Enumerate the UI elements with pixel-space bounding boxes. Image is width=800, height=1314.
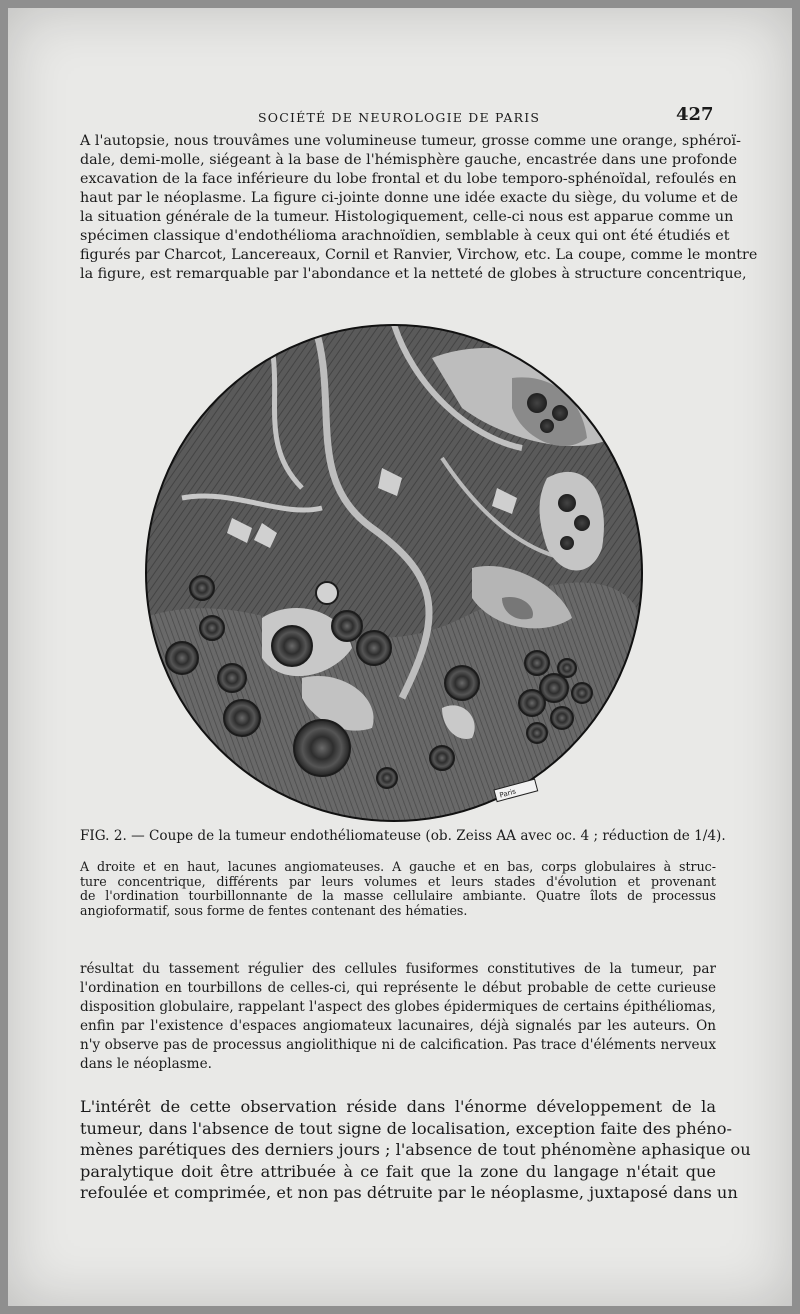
legend-line: A droite et en haut, lacunes angiomateuses. A gauche et en bas, corps globulaires à struc-: [80, 859, 716, 874]
text-line: mènes parétiques des derniers jours ; l'absence de tout phénomène aphasique ou: [80, 1140, 751, 1159]
paragraph-autopsy: [80, 132, 758, 284]
text-line: disposition globulaire, rappelant l'aspect des globes épidermiques de certains épithéliomas,: [80, 999, 716, 1015]
legend-line: angioformatif, sous forme de fentes contenant des hématies.: [80, 902, 468, 918]
text-line: la situation générale de la tumeur. Histologiquement, celle-ci nous est apparue comme un: [80, 209, 734, 225]
text-line: tumeur, dans l'absence de tout signe de localisation, exception faite des phéno-: [80, 1118, 732, 1138]
text-line: excavation de la face inférieure du lobe frontal et du lobe temporo-sphénoïdal, refoulés en: [80, 171, 737, 187]
text-line: résultat du tassement régulier des cellules fusiformes constitutives de la tumeur, par: [80, 961, 716, 977]
text-line: haut par le néoplasme. La figure ci-jointe donne une idée exacte du siège, du volume et de: [80, 190, 738, 206]
text-line: dale, demi-molle, siégeant à la base de l'hémisphère gauche, encastrée dans une profonde: [80, 152, 738, 168]
text-line: dans le néoplasme.: [80, 1056, 212, 1072]
paragraph-result: [80, 960, 716, 1074]
legend-line: ture concentrique, différents par leurs volumes et leurs stades d'évolution et provenant: [80, 873, 716, 889]
page-number: 427: [676, 104, 714, 125]
text-line: paralytique doit être attribuée à ce fait que la zone du langage n'était que: [80, 1161, 716, 1181]
figure-caption: FIG. 2. — Coupe de la tumeur endothéliomateuse (ob. Zeiss AA avec oc. 4 ; réduction de 1/4).: [80, 828, 726, 844]
paragraph-interest: [80, 1096, 751, 1204]
histology-figure: [142, 318, 647, 828]
running-head: SOCIÉTÉ DE NEUROLOGIE DE PARIS: [258, 110, 541, 125]
text-line: L'intérêt de cette observation réside dans l'énorme développement de la: [80, 1097, 716, 1116]
text-line: A l'autopsie, nous trouvâmes une volumineuse tumeur, grosse comme une orange, sphéroï-: [80, 133, 741, 149]
figure-legend: [80, 860, 716, 918]
page-header: [0, 104, 800, 130]
text-line: n'y observe pas de processus angiolithique ni de calcification. Pas trace d'éléments nerveux: [80, 1037, 716, 1053]
legend-line: de l'ordination tourbillonnante de la masse cellulaire ambiante. Quatre îlots de processus: [80, 888, 716, 904]
text-line: l'ordination en tourbillons de celles-ci, qui représente le début probable de cette curieuse: [80, 980, 716, 996]
text-line: la figure, est remarquable par l'abondance et la netteté de globes à structure concentrique,: [80, 266, 747, 282]
tumor-section-illustration: [142, 318, 647, 828]
text-line: enfin par l'existence d'espaces angiomateux lacunaires, déjà signalés par les auteurs. On: [80, 1018, 716, 1034]
svg-text:Paris: Paris: [498, 787, 517, 800]
text-line: spécimen classique d'endothélioma arachnoïdien, semblable à ceux qui ont été étudiés et: [80, 228, 730, 244]
text-line: figurés par Charcot, Lancereaux, Cornil et Ranvier, Virchow, etc. La coupe, comme le montre: [80, 247, 758, 263]
text-line: refoulée et comprimée, et non pas détruite par le néoplasme, juxtaposé dans un: [80, 1183, 738, 1202]
